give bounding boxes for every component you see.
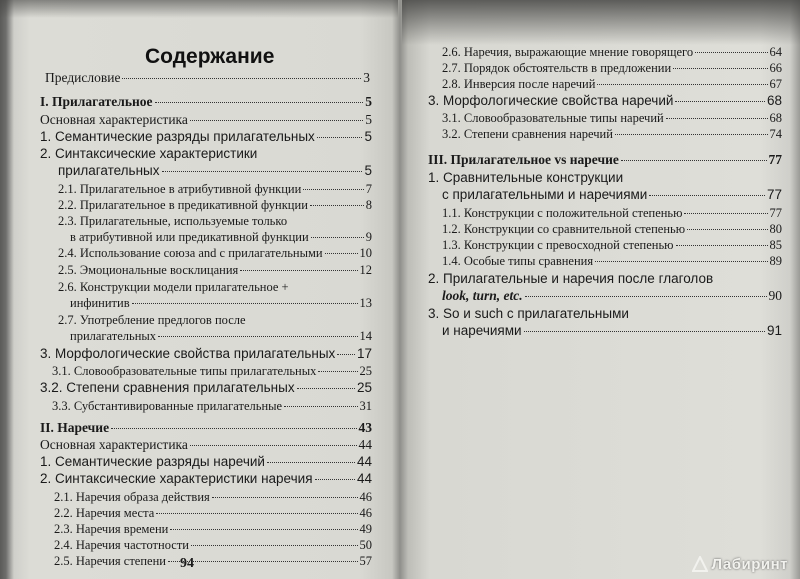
toc-entry: 2. Прилагательные и наречия после глаголов [428,271,714,286]
toc-subentry: 2.1. Наречия образа действия 46 [54,490,372,504]
toc-subentry: 2.7. Употребление предлогов после [58,313,246,327]
toc-subentry: 2.3. Прилагательные, используемые только [58,214,288,228]
toc-section: I. Прилагательное 5 [40,94,372,109]
toc-entry: 3. So и such с прилагательными [428,306,629,321]
toc-subentry: 2.3. Наречия времени 49 [54,522,372,536]
toc-entry: 3.2. Степени сравнения прилагательных 25 [40,380,372,395]
toc-entry: look, turn, etc. 90 [442,288,782,303]
toc-subentry: 2.1. Прилагательное в атрибутивной функции 7 [58,182,372,196]
toc-section: II. Наречие 43 [40,420,372,435]
page-title: Содержание [145,45,275,68]
toc-subentry: 3.2. Степени сравнения наречий 74 [442,127,782,141]
toc-entry: 3. Морфологические свойства наречий 68 [428,93,782,108]
toc-subentry: 2.4. Наречия частотности 50 [54,538,372,552]
toc-subentry: 1.2. Конструкции со сравнительной степенью 80 [442,222,782,236]
toc-subentry: 3.1. Словообразовательные типы прилагательных 25 [52,364,372,378]
toc-subentry: 2.6. Наречия, выражающие мнение говорящего 64 [442,45,782,59]
left-page [0,0,398,579]
toc-section: III. Прилагательное vs наречие 77 [428,152,782,167]
toc-entry: с прилагательными и наречиями 77 [442,187,782,202]
toc-entry: 1. Семантические разряды наречий 44 [40,454,372,469]
toc-entry: Основная характеристика 5 [40,112,372,127]
toc-subentry: 2.2. Прилагательное в предикативной функции 8 [58,198,372,212]
right-page [402,0,800,579]
toc-entry: прилагательных 5 [58,163,372,178]
toc-entry: 2. Синтаксические характеристики [40,146,258,161]
toc-entry: и наречиями 91 [442,323,782,338]
toc-subentry: прилагательных 14 [70,329,372,343]
toc-entry: 2. Синтаксические характеристики наречия 44 [40,471,372,486]
toc-entry: Основная характеристика 44 [40,437,372,452]
toc-subentry: 2.6. Конструкции модели прилагательное + [58,280,289,294]
toc-entry: 3. Морфологические свойства прилагательных 17 [40,346,372,361]
toc-entry: Предисловие 3 [45,70,370,85]
toc-subentry: 2.5. Наречия степени 57 [54,554,372,568]
toc-subentry: 1.4. Особые типы сравнения 89 [442,254,782,268]
toc-subentry: 2.7. Порядок обстоятельств в предложении 66 [442,61,782,75]
toc-entry: 1. Сравнительные конструкции [428,170,624,185]
toc-subentry: 3.3. Субстантивированные прилагательные 31 [52,399,372,413]
toc-subentry: в атрибутивной или предикативной функции 9 [70,230,372,244]
page-number: 94 [180,556,194,571]
toc-subentry: 3.1. Словообразовательные типы наречий 68 [442,111,782,125]
watermark: Лабиринт [692,556,788,573]
toc-entry: 1. Семантические разряды прилагательных 5 [40,129,372,144]
toc-subentry: 2.8. Инверсия после наречий 67 [442,77,782,91]
labyrinth-logo-icon [692,556,708,572]
toc-subentry: инфинитив 13 [70,296,372,310]
toc-subentry: 2.5. Эмоциональные восклицания 12 [58,263,372,277]
toc-subentry: 1.3. Конструкции с превосходной степенью 85 [442,238,782,252]
toc-subentry: 1.1. Конструкции с положительной степенью 77 [442,206,782,220]
toc-subentry: 2.2. Наречия места 46 [54,506,372,520]
toc-subentry: 2.4. Использование союза and с прилагательными 10 [58,246,372,260]
